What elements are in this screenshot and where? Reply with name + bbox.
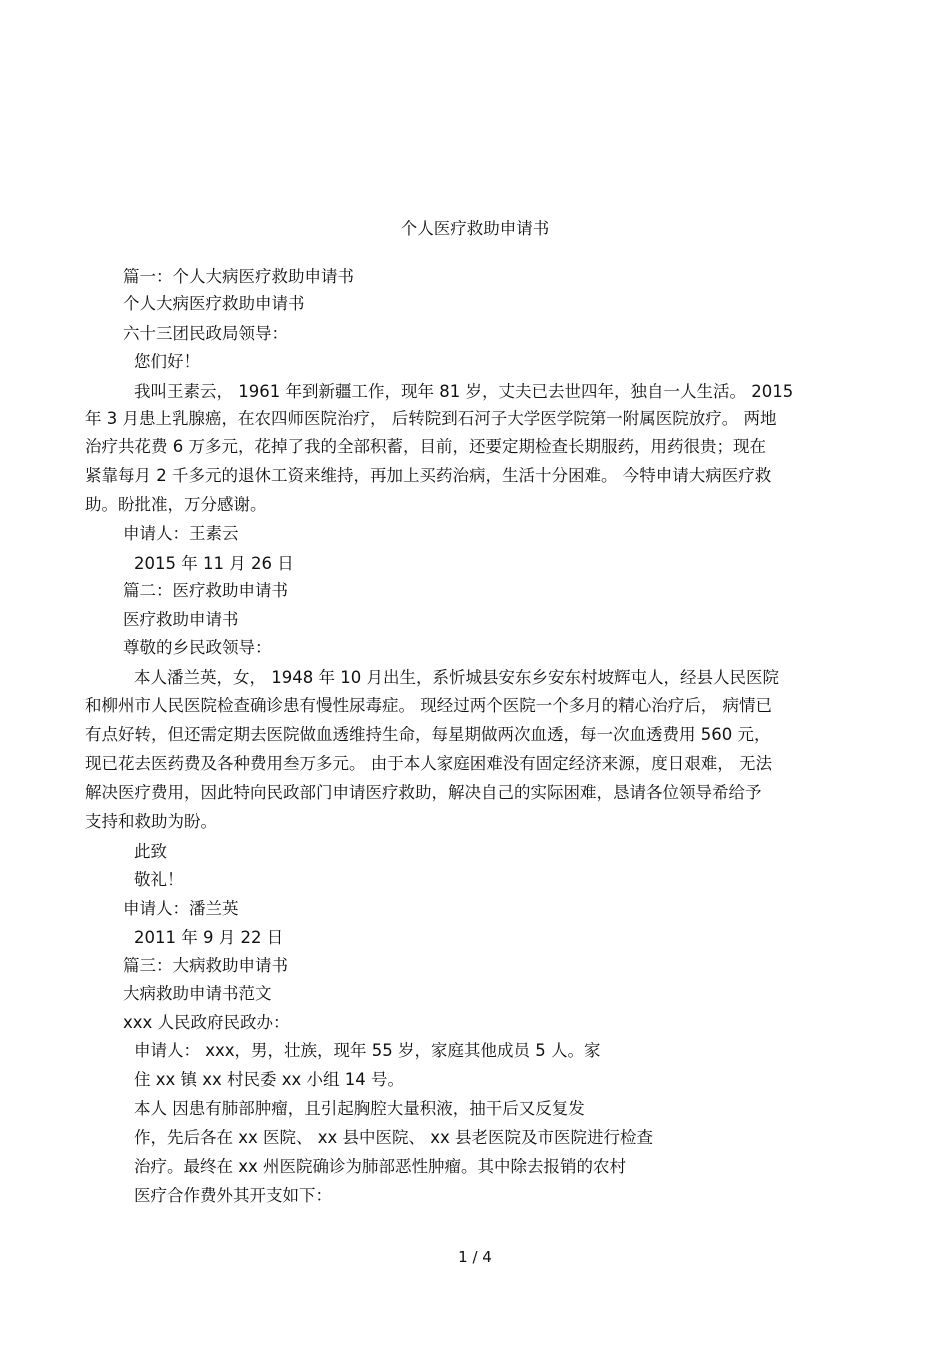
body-line: 助。盼批准，万分感谢。 xyxy=(85,495,267,514)
closing-2: 敬礼！ xyxy=(134,870,184,889)
body-line: 我叫王素云， 1961 年到新疆工作，现年 81 岁，丈夫已去世四年，独自一人生活。 2015 xyxy=(134,382,794,401)
body-line: 支持和救助为盼。 xyxy=(85,812,217,831)
applicant-1: 申请人：王素云 xyxy=(123,524,239,543)
body-line: 治疗共花费 6 万多元，花掉了我的全部积蓄，目前，还要定期检查长期服药，用药很贵；现在 xyxy=(85,437,766,456)
applicant-2: 申请人：潘兰英 xyxy=(123,899,239,918)
subtitle-1: 个人大病医疗救助申请书 xyxy=(123,294,305,313)
section-heading-2: 篇二：医疗救助申请书 xyxy=(123,581,288,600)
body-line: 本人潘兰英，女， 1948 年 10 月出生，系忻城县安东乡安东村坡辉屯人，经县人民医院 xyxy=(134,668,779,687)
body-line: 解决医疗费用，因此特向民政部门申请医疗救助，解决自己的实际困难，恳请各位领导希给予 xyxy=(85,783,762,802)
page-number: 1 / 4 xyxy=(458,1248,492,1266)
subtitle-2: 医疗救助申请书 xyxy=(123,610,239,629)
body-line: 申请人： xxx，男，壮族，现年 55 岁，家庭其他成员 5 人。家 xyxy=(134,1041,601,1060)
salutation-3: xxx 人民政府民政办： xyxy=(123,1013,290,1032)
date-2: 2011 年 9 月 22 日 xyxy=(134,928,284,947)
salutation-2: 尊敬的乡民政领导： xyxy=(123,638,272,657)
body-line: 现已花去医药费及各种费用叁万多元。 由于本人家庭困难没有固定经济来源，度日艰难， 无法 xyxy=(85,754,772,773)
body-line: 和柳州市人民医院检查确诊患有慢性尿毒症。 现经过两个医院一个多月的精心治疗后， 病情已 xyxy=(85,696,772,715)
body-line: 医疗合作费外其开支如下： xyxy=(134,1186,332,1205)
body-line: 治疗。最终在 xx 州医院确诊为肺部恶性肿瘤。其中除去报销的农村 xyxy=(134,1157,627,1176)
salutation-1: 六十三团民政局领导： xyxy=(123,324,288,343)
body-line: 年 3 月患上乳腺癌，在农四师医院治疗， 后转院到石河子大学医学院第一附属医院放疗。 两地 xyxy=(85,409,777,428)
body-line: 住 xx 镇 xx 村民委 xx 小组 14 号。 xyxy=(134,1070,405,1089)
greeting-1: 您们好！ xyxy=(134,352,200,371)
date-1: 2015 年 11 月 26 日 xyxy=(134,554,294,573)
section-heading-3: 篇三：大病救助申请书 xyxy=(123,956,288,975)
body-line: 作，先后各在 xx 医院、 xx 县中医院、 xx 县老医院及市医院进行检查 xyxy=(134,1128,654,1147)
body-line: 本人 因患有肺部肿瘤，且引起胸腔大量积液，抽干后又反复发 xyxy=(134,1099,585,1118)
section-heading-1: 篇一：个人大病医疗救助申请书 xyxy=(123,267,354,286)
closing-1: 此致 xyxy=(134,842,167,861)
body-line: 紧靠每月 2 千多元的退休工资来维持，再加上买药治病，生活十分困难。 今特申请大病医疗救 xyxy=(85,466,772,485)
subtitle-3: 大病救助申请书范文 xyxy=(123,984,272,1003)
document-title: 个人医疗救助申请书 xyxy=(400,219,550,238)
body-line: 有点好转，但还需定期去医院做血透维持生命，每星期做两次血透，每一次血透费用 560 元， xyxy=(85,725,771,744)
